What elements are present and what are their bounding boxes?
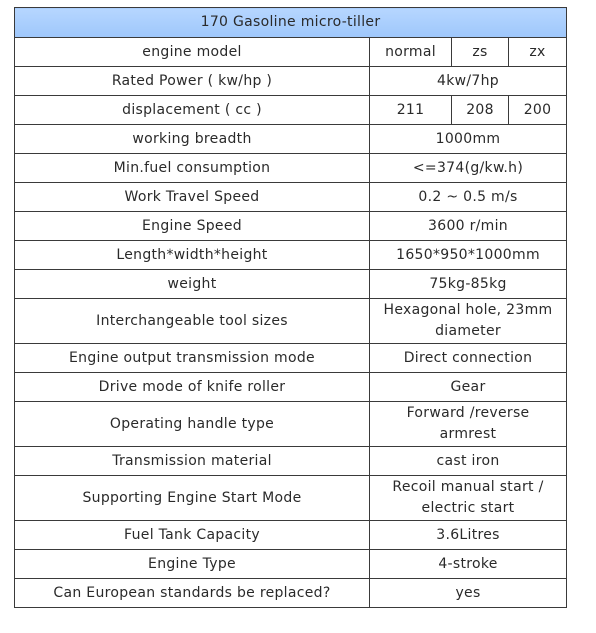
table-row [15,579,567,608]
row-label: Engine output transmission mode [15,344,370,373]
row-label: Engine Type [15,550,370,579]
table-title: 170 Gasoline micro-tiller [15,8,567,38]
row-value: 3600 r/min [370,212,567,241]
row-value: 1000mm [370,125,567,154]
row-label: Fuel Tank Capacity [15,521,370,550]
table-row [15,183,567,212]
row-value: Forward /reverse armrest [370,402,567,447]
table-row [15,373,567,402]
table-row [15,447,567,476]
row-label: Work Travel Speed [15,183,370,212]
row-label: Interchangeable tool sizes [15,299,370,344]
table-row [15,270,567,299]
row-value: 4-stroke [370,550,567,579]
table-row [15,402,567,447]
row-label: Transmission material [15,447,370,476]
row-label: Operating handle type [15,402,370,447]
table-row [15,38,567,67]
table-row [15,241,567,270]
row-label: Min.fuel consumption [15,154,370,183]
table-row [15,125,567,154]
row-label: engine model [15,38,370,67]
row-label: Drive mode of knife roller [15,373,370,402]
variant-value: 211 [370,96,452,125]
variant-cell: zs [452,38,509,67]
table-row [15,67,567,96]
table-row [15,154,567,183]
row-label: Length*width*height [15,241,370,270]
row-value: 75kg-85kg [370,270,567,299]
row-value: Direct connection [370,344,567,373]
table-row [15,299,567,344]
row-value: cast iron [370,447,567,476]
variant-cell: zx [509,38,567,67]
row-label: displacement ( cc ) [15,96,370,125]
row-label: working breadth [15,125,370,154]
variant-cell: normal [370,38,452,67]
row-label: Supporting Engine Start Mode [15,476,370,521]
table-row [15,521,567,550]
row-value: <=374(g/kw.h) [370,154,567,183]
table-row [15,96,567,125]
row-value: Recoil manual start / electric start [370,476,567,521]
row-value: 3.6Litres [370,521,567,550]
row-value: yes [370,579,567,608]
table-row [15,476,567,521]
table-row [15,212,567,241]
spec-table [14,7,567,608]
row-label: Rated Power ( kw/hp ) [15,67,370,96]
row-value: 1650*950*1000mm [370,241,567,270]
variant-value: 200 [509,96,567,125]
table-row [15,344,567,373]
row-value: Gear [370,373,567,402]
row-value: 0.2 ~ 0.5 m/s [370,183,567,212]
table-row [15,550,567,579]
row-value: Hexagonal hole, 23mm diameter [370,299,567,344]
variant-value: 208 [452,96,509,125]
row-label: weight [15,270,370,299]
row-value: 4kw/7hp [370,67,567,96]
row-label: Engine Speed [15,212,370,241]
row-label: Can European standards be replaced? [15,579,370,608]
